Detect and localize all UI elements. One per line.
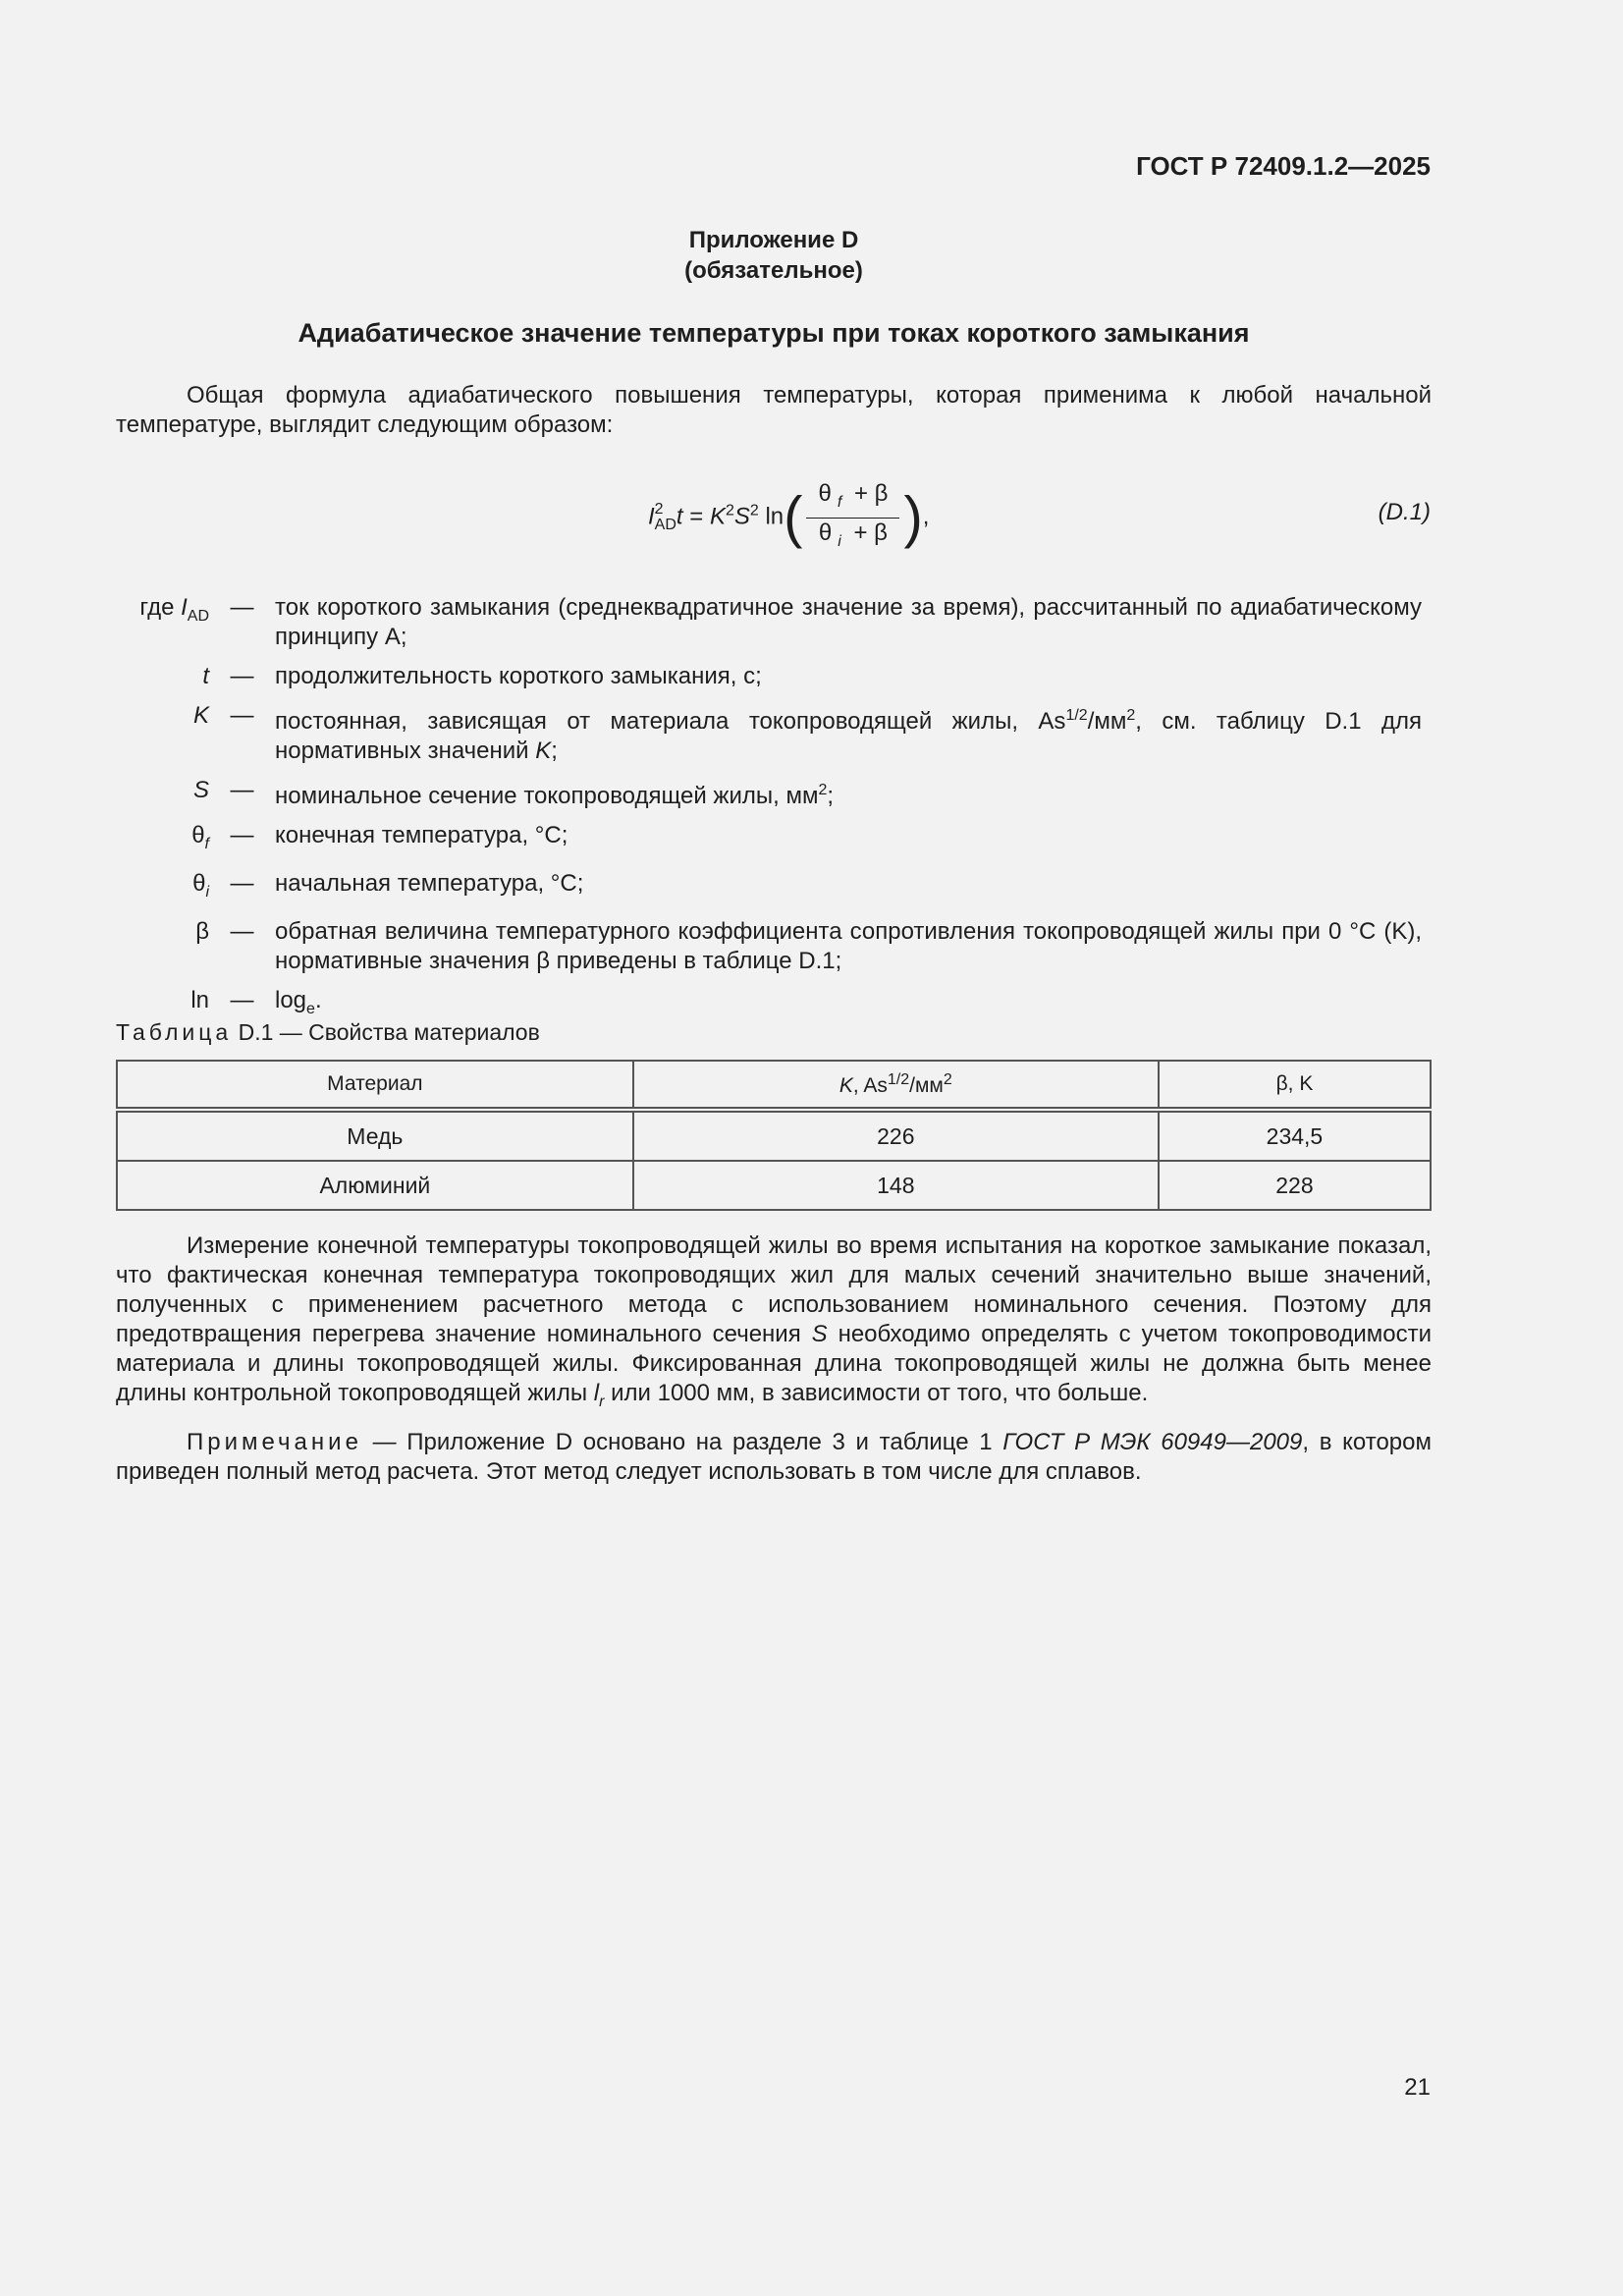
definitions-list bbox=[116, 593, 1432, 1033]
annex-title: Приложение D bbox=[688, 227, 859, 253]
definition-ln: ln — $\log_e$. bbox=[190, 986, 322, 1017]
formula-number: (D.1) bbox=[1378, 499, 1431, 525]
definition-theta-i: $\theta_i$ — начальная температура, °C; bbox=[192, 869, 584, 901]
cell-beta: 234,5 bbox=[1159, 1110, 1431, 1161]
cell-k: 226 bbox=[633, 1110, 1159, 1161]
header-k: K, $As^{1/2}/мм^2$ bbox=[633, 1061, 1159, 1110]
cell-beta: 228 bbox=[1159, 1161, 1431, 1210]
note-paragraph: Примечание — Приложение D основано на разделе 3 и таблице 1 ГОСТ Р МЭК 60949—2009, в котором приведен полный метод расчета. Этот метод следует использовать в том числе для сплавов. bbox=[116, 1429, 1432, 1485]
definition-k: K — постоянная, зависящая от материала токопроводящей жилы, $As^{1/2}/мм^2$, см. таблицу D.1 для нормативных значений K; bbox=[192, 702, 1422, 764]
definition-i-ad: где $I_{AD}$ — ток короткого замыкания (среднеквадратичное значение за время), рассчитанный по адиабатическому принципу A; bbox=[139, 594, 1422, 650]
page-number: 21 bbox=[1404, 2074, 1431, 2101]
table-caption: Таблица D.1 — Свойства материалов bbox=[116, 1019, 540, 1045]
annex-status: (обязательное) bbox=[684, 257, 863, 284]
body-paragraph: Измерение конечной температуры токопроводящей жилы во время испытания на короткое замыкание показал, что фактическая конечная температура токопроводящих жил для малых сечений значительно выше значений, полученных с применением расчетного метода с использованием номинального сечения. Поэтому для предотвращения перегрева значение номинального сечения S необходимо определять с учетом токопроводимости материала и длины токопроводящей жилы. Фиксированная длина токопроводящей жилы не должна быть менее длины контрольной токопроводящей жилы $l_r$ или 1000 мм, в зависимости от того, что больше. bbox=[116, 1232, 1432, 1410]
section-heading: Адиабатическое значение температуры при токах короткого замыкания bbox=[298, 318, 1250, 348]
header-material: Материал bbox=[117, 1061, 633, 1110]
formula-d1: I 2 AD $t = K^2S^2$ ln( $\frac{\theta _f + \beta}{\theta _i + \beta}$ ), bbox=[648, 480, 930, 550]
table-row bbox=[117, 1161, 1431, 1210]
table-row bbox=[117, 1110, 1431, 1161]
document-id: ГОСТ Р 72409.1.2—2025 bbox=[1136, 151, 1431, 181]
header-beta: β, K bbox=[1159, 1061, 1431, 1110]
cell-k: 148 bbox=[633, 1161, 1159, 1210]
definition-theta-f: $\theta_f$ — конечная температура, °C; bbox=[191, 822, 568, 852]
table-header-row bbox=[117, 1061, 1431, 1110]
definition-beta: β — обратная величина температурного коэффициента сопротивления токопроводящей жилы при 0 °C (K), нормативные значения β приведены в таблице D.1; bbox=[195, 917, 1422, 974]
cell-material: Медь bbox=[117, 1110, 633, 1161]
materials-table bbox=[116, 1060, 1432, 1211]
definition-s: S — номинальное сечение токопроводящей жилы, $мм^2$; bbox=[192, 777, 835, 809]
intro-paragraph: Общая формула адиабатического повышения температуры, которая применима к любой начальной температуре, выглядит следующим образом: bbox=[116, 382, 1432, 438]
definition-t: t — продолжительность короткого замыкания, с; bbox=[202, 663, 762, 689]
cell-material: Алюминий bbox=[117, 1161, 633, 1210]
